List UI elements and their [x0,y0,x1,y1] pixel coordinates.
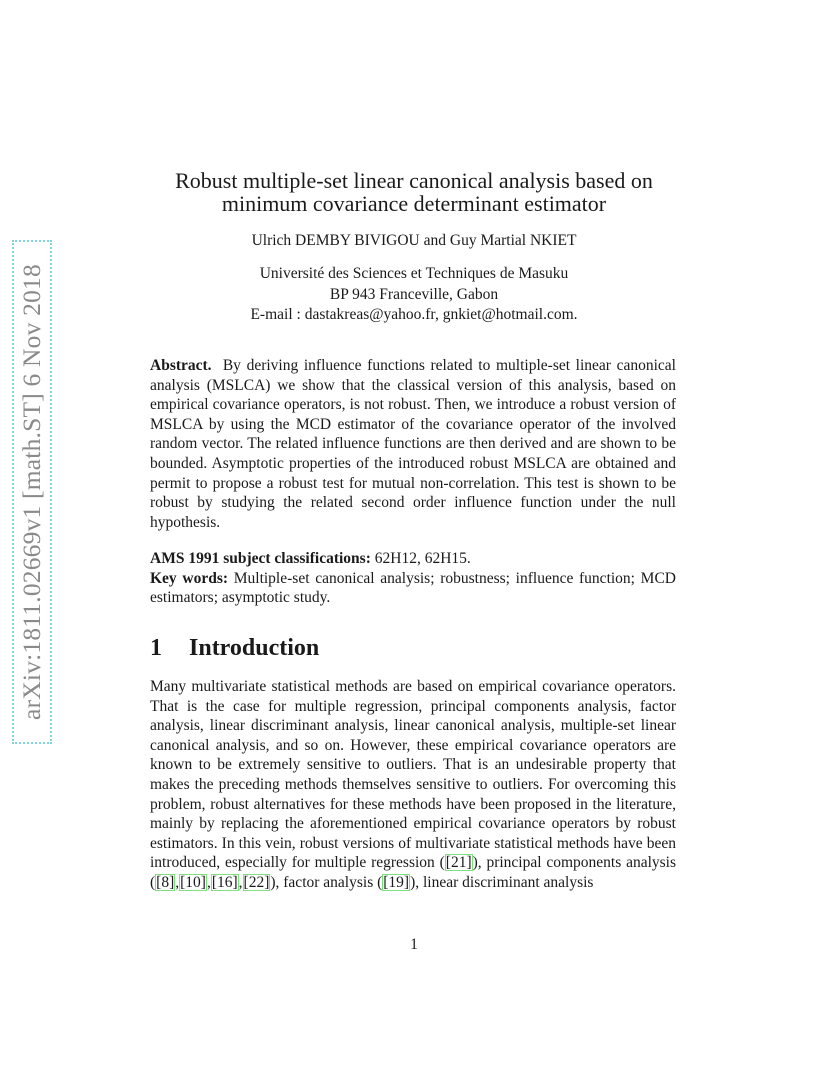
citation-separator: , [206,873,211,891]
keywords-text: Multiple-set canonical analysis; robustness; influence function; MCD estimators; asymptotic study. [150,569,676,607]
section-title: Introduction [189,635,320,661]
citation-link[interactable]: [22] [243,873,270,891]
intro-text-3: ), factor analysis ( [270,873,383,891]
abstract-text: By deriving influence functions related to multiple-set linear canonical analysis (MSLCA) we show that the classical version of this analysis, based on empirical covariance operators, is not robust. Then, we introduce a robust version of MSLCA by using the MCD estimator of the covariance operator of the involved random vector. The related influence functions are then derived and are shown to be bounded. Asymptotic properties of the introduced robust MSLCA are obtained and permit to propose a robust test for mutual non-correlation. This test is shown to be robust by studying the related second order influence function under the null hypothesis. [150,357,676,531]
title-line-2: minimum covariance determinant estimator [221,191,607,216]
title-line-1: Robust multiple-set linear canonical analysis based on [175,168,653,193]
affiliation-line-2: BP 943 Franceville, Gabon [329,285,499,303]
affiliation-email: E-mail : dastakreas@yahoo.fr, gnkiet@hotmail.com. [250,306,578,323]
intro-text-1: Many multivariate statistical methods are based on empirical covariance operators. That is the case for multiple regression, principal components analysis, factor analysis, linear discriminant analysis, linear canonical analysis, multiple-set linear canonical analysis, and so on. However, these empirical covariance operators are known to be extremely sensitive to outliers. That is an undesirable property that makes the preceding methods themselves sensitive to outliers. For overcoming this problem, robust alternatives for these methods have been proposed in the literature, mainly by replacing the aforementioned empirical covariance operators by robust estimators. In this vein, robust versions of multivariate statistical methods have been introduced, especially for multiple regression ( [150,678,676,872]
ams-codes: 62H12, 62H15. [374,550,471,567]
citation-link[interactable]: [19] [383,873,410,891]
abstract-label: Abstract. [150,357,212,374]
ams-label: AMS 1991 subject classifications: [150,550,371,567]
authors: Ulrich DEMBY BIVIGOU and Guy Martial NKIET [251,232,577,249]
keywords [150,569,676,608]
citation-link[interactable]: [16] [211,873,238,891]
citation-separator: , [238,873,243,891]
ams-classification [150,549,676,569]
citation-link[interactable]: [8] [156,873,175,891]
abstract [150,356,676,532]
page-number: 1 [410,936,418,953]
arxiv-stamp [12,240,52,744]
citation-link[interactable]: [10] [180,873,206,891]
citation-separator: , [175,873,180,891]
intro-text-2: ), principal components analysis ( [150,854,677,891]
classification-block [150,549,676,608]
affiliation-line-1: Université des Sciences et Techniques de Masuku [259,265,569,282]
section-number: 1 [150,635,162,661]
introduction-paragraph [150,677,676,893]
arxiv-identifier: arXiv:1811.02669v1 [math.ST] 6 Nov 2018 [17,264,46,720]
keywords-label: Key words: [150,569,229,587]
section-heading [150,635,319,662]
paper-title [100,169,728,215]
affiliation [100,264,728,326]
citation-link[interactable]: [21] [445,854,472,872]
intro-text-4: ), linear discriminant analysis [410,873,594,891]
